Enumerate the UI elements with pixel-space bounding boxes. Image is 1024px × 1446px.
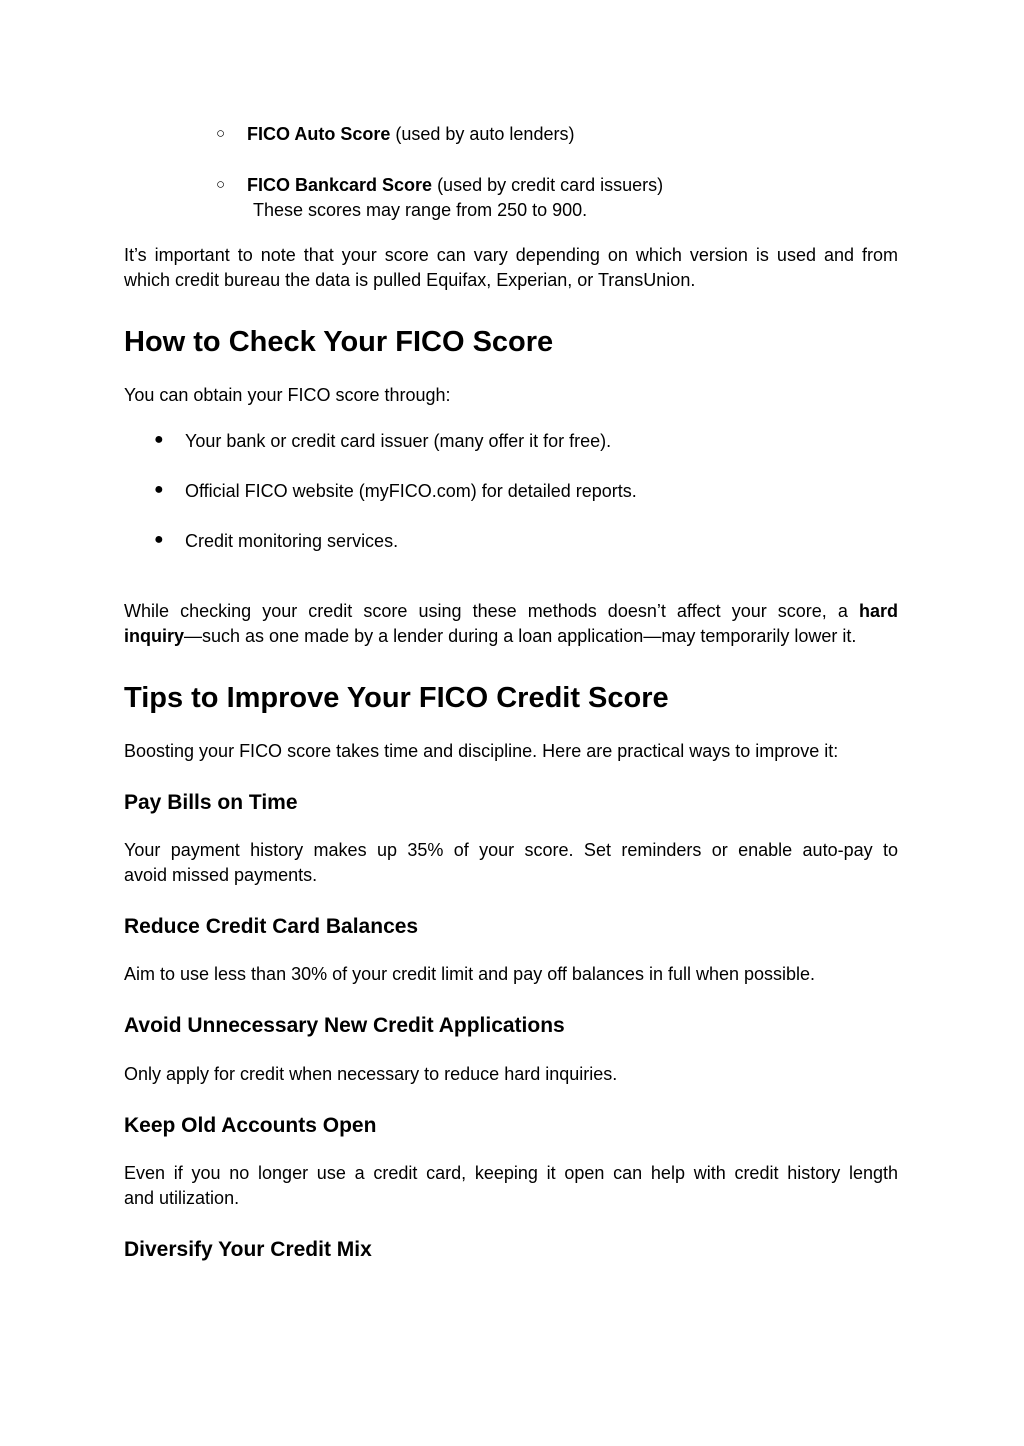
subsection-heading: Pay Bills on Time [124,791,298,814]
paragraph-bold: inquiry [124,626,185,646]
section-heading-check: How to Check Your FICO Score [124,326,554,358]
sub-bullet-marker: ○ [216,125,226,142]
bullet-marker: ● [154,531,164,548]
paragraph-line: Aim to use less than 30% of your credit limit and pay off balances in full when possible. [124,964,816,984]
paragraph-bold: hard [858,601,898,621]
section-heading-tips: Tips to Improve Your FICO Credit Score [124,682,669,714]
sub-bullet-continuation: These scores may range from 250 to 900. [253,200,588,220]
sub-bullet-bold: FICO Bankcard Score [247,175,433,195]
paragraph-text: While checking your credit score using these methods doesn’t affect your score, a [124,601,848,621]
bullet-marker: ● [154,481,164,498]
paragraph-line: Your payment history makes up 35% of your score. Set reminders or enable auto-pay to [124,840,898,860]
paragraph-line: avoid missed payments. [124,865,318,885]
paragraph-line: which credit bureau the data is pulled Equifax, Experian, or TransUnion. [124,270,696,290]
sub-bullet-text: (used by auto lenders) [390,124,575,144]
list-item: Official FICO website (myFICO.com) for detailed reports. [185,481,637,501]
section-intro: Boosting your FICO score takes time and discipline. Here are practical ways to improve it: [124,741,839,761]
sub-bullet-item [247,122,574,147]
subsection-heading: Keep Old Accounts Open [124,1114,377,1137]
subsection-heading: Diversify Your Credit Mix [124,1238,372,1261]
paragraph-line [124,624,856,649]
sub-bullet-text: (used by credit card issuers) [432,175,664,195]
list-item: Credit monitoring services. [185,531,399,551]
list-item: Your bank or credit card issuer (many offer it for free). [185,431,612,451]
sub-bullet-bold: FICO Auto Score [247,124,391,144]
paragraph-line: It’s important to note that your score can vary depending on which version is used and from [124,245,898,265]
subsection-heading: Avoid Unnecessary New Credit Applications [124,1014,565,1037]
bullet-marker: ● [154,431,164,448]
subsection-heading: Reduce Credit Card Balances [124,915,419,938]
sub-bullet-item [247,173,663,198]
paragraph-text: —such as one made by a lender during a loan application—may temporarily lower it. [184,626,857,646]
paragraph-line: Even if you no longer use a credit card, keeping it open can help with credit history length [124,1163,898,1183]
section-intro: You can obtain your FICO score through: [124,385,451,405]
paragraph-line: and utilization. [124,1188,240,1208]
sub-bullet-marker: ○ [216,176,226,193]
paragraph-line [124,599,898,624]
paragraph-line: Only apply for credit when necessary to reduce hard inquiries. [124,1064,618,1084]
